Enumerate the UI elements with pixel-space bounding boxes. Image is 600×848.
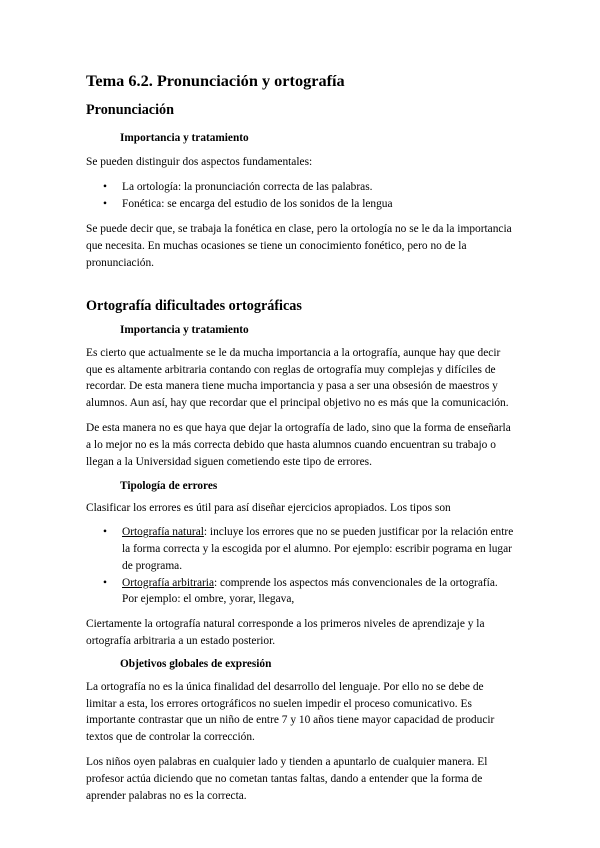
subheading-importancia-2: Importancia y tratamiento (120, 323, 249, 336)
pronunciation-aspects-list (86, 179, 514, 213)
paragraph: Se puede decir que, se trabaja la fonética en clase, pero la ortología no se le da la importancia que necesita. En muchas ocasiones se tiene un conocimiento fonético, pero no de la pronunciación. (86, 223, 512, 269)
section-heading-pronunciacion: Pronunciación (86, 102, 175, 118)
paragraph: De esta manera no es que haya que dejar la ortografía de lado, sino que la forma de enseñarla a lo mejor no es la más correcta debido que hasta alumnos cuando encuentran su trabajo o llegan a la Universidad siguen cometiendo este tipo de errores. (86, 421, 511, 468)
section-heading-ortografia: Ortografía dificultades ortográficas (86, 297, 302, 314)
bullet-icon: • (103, 576, 107, 589)
paragraph: Es cierto que actualmente se le da mucha importancia a la ortografía, aunque hay que decir que es altamente arbitraria contando con reglas de ortografía muy complejas y difíciles de recordar. De esta manera tiene mucha importancia y pasa a ser una obsesión de maestros y alumnos. Aun así, hay que recordar que el principal objetivo no es más que la comunicación. (86, 346, 509, 410)
document-page (86, 70, 514, 804)
subheading-objetivos: Objetivos globales de expresión (120, 657, 272, 670)
page-title: Tema 6.2. Pronunciación y ortografía (86, 71, 345, 90)
bullet-icon: • (103, 180, 107, 193)
paragraph: La ortografía no es la única finalidad del desarrollo del lenguaje. Por ello no se debe de limitar a esta, los errores ortográficos no suelen impedir el proceso comunicativo. Es importante contrastar que un niño de entre 7 y 10 años tiene mayor capacidad de producir textos que de controlar la corrección. (86, 680, 495, 744)
list-item: • Ortografía arbitraria: comprende los aspectos más convencionales de la ortografía. Por ejemplo: el ombre, yorar, llegava, (103, 576, 498, 606)
subheading-importancia-1: Importancia y tratamiento (120, 132, 249, 144)
subheading-tipologia: Tipología de errores (120, 480, 218, 493)
bullet-icon: • (103, 526, 107, 539)
bullet-icon: • (103, 197, 107, 210)
paragraph: Ciertamente la ortografía natural corresponde a los primeros niveles de aprendizaje y la ortografía arbitraria a un estado posterior. (86, 618, 485, 647)
paragraph: Los niños oyen palabras en cualquier lado y tienden a apuntarlo de cualquier manera. El profesor actúa diciendo que no cometan tantas faltas, dando a entender que la forma de aprender palabras no es la correcta. (86, 755, 488, 802)
term-ortografia-natural: Ortografía natural (122, 526, 204, 539)
intro-paragraph: Se pueden distinguir dos aspectos fundamentales: (86, 156, 313, 168)
list-item: • La ortología: la pronunciación correcta de las palabras. (86, 179, 514, 196)
paragraph: Clasificar los errores es útil para así diseñar ejercicios apropiados. Los tipos son (86, 502, 451, 515)
error-types-list (86, 524, 514, 608)
list-item: • Fonética: se encarga del estudio de los sonidos de la lengua (86, 196, 514, 213)
list-item: • Ortografía natural: incluye los errores que no se pueden justificar por la relación entre la forma correcta y la escogida por el alumno. Por ejemplo: escribir pograma en lugar de programa. (103, 526, 514, 572)
term-ortografia-arbitraria: Ortografía arbitraria (122, 576, 215, 589)
